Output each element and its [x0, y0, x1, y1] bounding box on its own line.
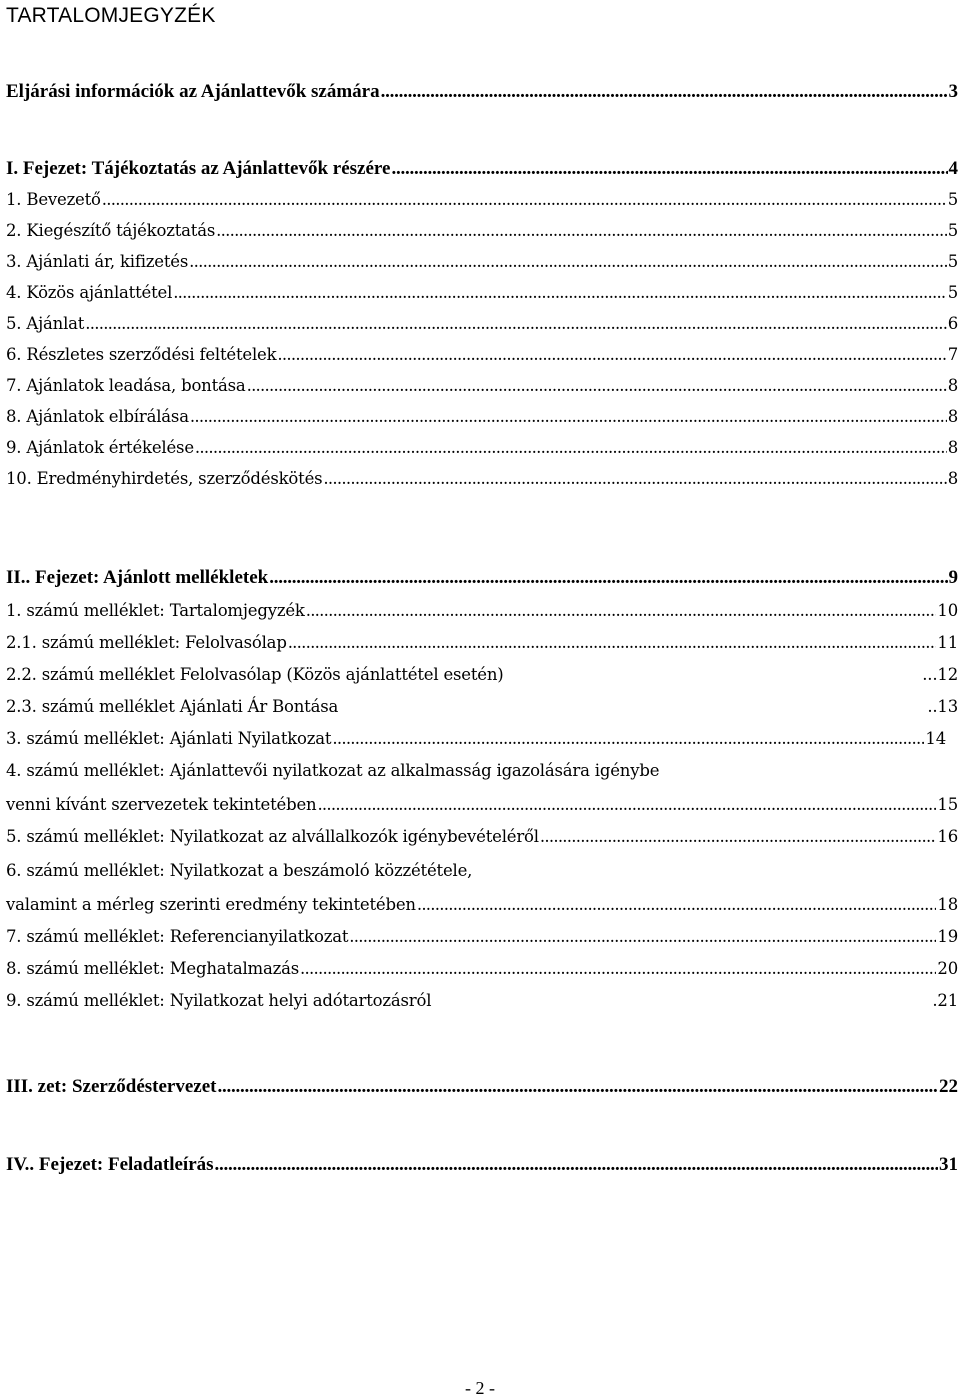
toc-entry-label: 2.2. számú melléklet Felolvasólap (Közös ajánlattétel esetén) — [6, 665, 504, 684]
dot-leader — [173, 283, 947, 302]
toc-entry[interactable] — [6, 601, 958, 620]
toc-entry-label: valamint a mérleg szerinti eredmény tekintetében — [6, 895, 416, 914]
dot-leader — [417, 895, 937, 914]
toc-entry-label: 4. Közös ajánlattétel — [6, 283, 173, 302]
toc-entry-page: ..13 — [927, 697, 958, 716]
toc-entry-page: 16 — [937, 827, 958, 846]
toc-entry-page: 8 — [947, 407, 958, 426]
toc-entry[interactable] — [6, 795, 958, 814]
toc-entry-page: 5 — [947, 221, 958, 240]
toc-entry-label: 2.1. számú melléklet: Felolvasólap — [6, 633, 287, 652]
toc-entry-page: 19 — [937, 927, 958, 946]
dot-leader — [85, 314, 946, 333]
toc-entry-label: venni kívánt szervezetek tekintetében — [6, 795, 317, 814]
toc-entry-page: 15 — [937, 795, 958, 814]
toc-entry-page: 14 — [925, 729, 946, 748]
toc-entry-label: 1. számú melléklet: Tartalomjegyzék — [6, 601, 305, 620]
dot-leader — [332, 729, 924, 748]
dot-leader — [190, 407, 947, 426]
dot-leader — [323, 469, 946, 488]
dot-leader — [102, 190, 947, 209]
dot-leader — [195, 438, 947, 457]
dot-leader — [300, 959, 936, 978]
toc-entry[interactable] — [6, 665, 958, 684]
dot-leader — [288, 633, 937, 652]
toc-entry-page: 8 — [947, 438, 958, 457]
toc-entry-label: 8. Ajánlatok elbírálása — [6, 407, 189, 426]
toc-entry-label: 1. Bevezető — [6, 190, 101, 209]
dot-leader — [269, 567, 947, 589]
toc-entry-label: 5. Ajánlat — [6, 314, 85, 333]
toc-entry-label: I. Fejezet: Tájékoztatás az Ajánlattevők részére — [6, 158, 391, 179]
toc-entry[interactable] — [6, 827, 958, 846]
toc-entry-label: 7. Ajánlatok leadása, bontása — [6, 376, 246, 395]
toc-entry-label: IV.. Fejezet: Feladatleírás — [6, 1154, 214, 1175]
toc-entry-label: 9. számú melléklet: Nyilatkozat helyi adótartozásról — [6, 991, 432, 1010]
dot-leader — [189, 252, 947, 271]
dot-leader — [540, 827, 937, 846]
toc-entry-page: 22 — [939, 1076, 958, 1097]
toc-entry-page: 5 — [947, 190, 958, 209]
dot-leader — [215, 1154, 938, 1176]
toc-entry[interactable] — [6, 567, 958, 589]
toc-entry-label: 6. Részletes szerződési feltételek — [6, 345, 277, 364]
toc-entry[interactable] — [6, 283, 958, 302]
toc-entry-label: 2.3. számú melléklet Ajánlati Ár Bontása — [6, 697, 339, 716]
toc-entry-page: 4 — [948, 158, 958, 179]
toc-entry-page: 31 — [939, 1154, 958, 1175]
toc-entry[interactable] — [6, 314, 958, 333]
toc-entry-page: 8 — [947, 469, 958, 488]
dot-leader — [317, 795, 936, 814]
toc-entry-page: 6 — [947, 314, 958, 333]
dot-leader — [247, 376, 947, 395]
dot-leader — [277, 345, 946, 364]
toc-entry[interactable] — [6, 1076, 958, 1098]
toc-entry-page: 11 — [937, 633, 958, 652]
toc-entry-page: 18 — [937, 895, 958, 914]
dot-leader — [217, 1076, 938, 1098]
toc-entry[interactable] — [6, 959, 958, 978]
toc-entry[interactable] — [6, 895, 958, 914]
page-title: TARTALOMJEGYZÉK — [6, 4, 216, 27]
toc-entry[interactable] — [6, 345, 958, 364]
toc-entry[interactable] — [6, 190, 958, 209]
toc-entry-label: III. zet: Szerződéstervezet — [6, 1076, 217, 1097]
toc-entry-page: 20 — [937, 959, 958, 978]
toc-entry-page: 10 — [937, 601, 958, 620]
toc-entry-label: 3. Ajánlati ár, kifizetés — [6, 252, 189, 271]
toc-entry[interactable] — [6, 633, 958, 652]
dot-leader — [216, 221, 947, 240]
toc-entry-page: 3 — [948, 81, 958, 102]
toc-entry-label: 5. számú melléklet: Nyilatkozat az alvállalkozók igénybevételéről — [6, 827, 539, 846]
toc-entry[interactable] — [6, 438, 958, 457]
toc-entry[interactable] — [6, 158, 958, 180]
toc-entry-page: ...12 — [922, 665, 958, 684]
toc-entry-label: 9. Ajánlatok értékelése — [6, 438, 194, 457]
toc-entry[interactable] — [6, 729, 946, 748]
toc-entry[interactable] — [6, 991, 958, 1010]
toc-entry-label: 2. Kiegészítő tájékoztatás — [6, 221, 216, 240]
toc-entry[interactable] — [6, 407, 958, 426]
toc-entry-page: 5 — [947, 283, 958, 302]
toc-entry-page: 7 — [947, 345, 958, 364]
toc-entry[interactable] — [6, 697, 958, 716]
dot-leader — [391, 158, 947, 180]
dot-leader — [349, 927, 936, 946]
toc-entry[interactable] — [6, 81, 958, 103]
toc-entry[interactable] — [6, 252, 958, 271]
toc-entry-page: 8 — [947, 376, 958, 395]
toc-entry-label: II.. Fejezet: Ajánlott mellékletek — [6, 567, 269, 588]
toc-entry-continued[interactable]: 4. számú melléklet: Ajánlattevői nyilatkozat az alkalmasság igazolására igénybe — [6, 761, 660, 780]
dot-leader — [381, 81, 948, 103]
toc-entry[interactable] — [6, 469, 958, 488]
toc-entry-page: 5 — [947, 252, 958, 271]
toc-entry-page: 9 — [948, 567, 958, 588]
toc-entry-label: 3. számú melléklet: Ajánlati Nyilatkozat — [6, 729, 332, 748]
toc-entry-label: 8. számú melléklet: Meghatalmazás — [6, 959, 300, 978]
toc-entry-label: Eljárási információk az Ajánlattevők számára — [6, 81, 380, 102]
page-number: - 2 - — [465, 1378, 495, 1398]
toc-entry-continued[interactable]: 6. számú melléklet: Nyilatkozat a beszámoló közzététele, — [6, 861, 473, 880]
toc-entry[interactable] — [6, 927, 958, 946]
dot-leader — [306, 601, 937, 620]
toc-entry-page: .21 — [932, 991, 958, 1010]
toc-entry-label: 10. Eredményhirdetés, szerződéskötés — [6, 469, 323, 488]
toc-entry[interactable] — [6, 221, 958, 240]
toc-entry[interactable] — [6, 376, 958, 395]
toc-entry-label: 7. számú melléklet: Referencianyilatkozat — [6, 927, 349, 946]
toc-entry[interactable] — [6, 1154, 958, 1176]
